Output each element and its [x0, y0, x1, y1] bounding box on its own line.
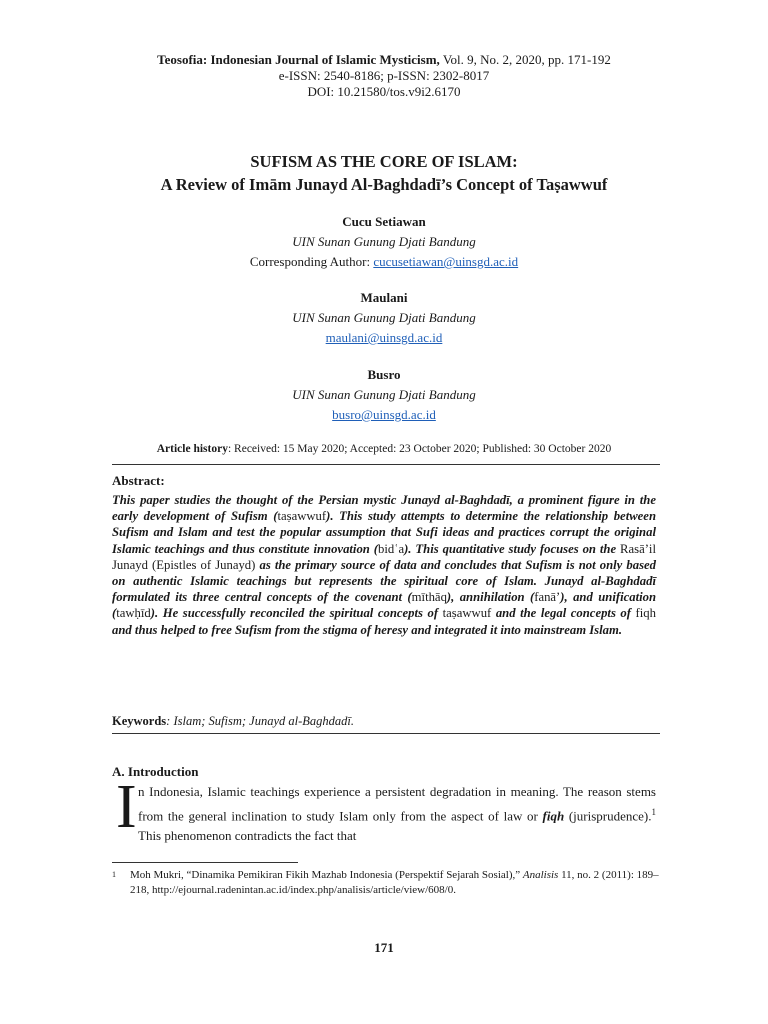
- abstract-term: Rasā’il Junayd (Epistles of Junayd): [112, 541, 656, 572]
- journal-issn: e-ISSN: 2540-8186; p-ISSN: 2302-8017: [278, 68, 490, 83]
- abstract-term: fiqh: [635, 606, 656, 621]
- drop-cap: I: [116, 773, 137, 841]
- abstract-term: taṣawwuf: [442, 606, 492, 621]
- footnote-reference[interactable]: 1: [651, 807, 656, 817]
- intro-term: fiqh: [542, 808, 565, 824]
- author-name: Maulani: [360, 290, 408, 305]
- title-line-1: SUFISM AS THE CORE OF ISLAM:: [250, 152, 518, 171]
- keywords-label: Keywords: [112, 714, 167, 728]
- title-line-2: A Review of Imām Junayd Al-Baghdadī’s Concept of Taṣawwuf: [160, 175, 608, 194]
- keywords-bottom-rule: [112, 733, 660, 734]
- intro-segment: (jurisprudence).: [564, 808, 652, 824]
- article-history-dates: : Received: 15 May 2020; Accepted: 23 October 2020; Published: 30 October 2020: [227, 443, 612, 455]
- author-email-link[interactable]: maulani@uinsgd.ac.id: [325, 330, 443, 345]
- author-block-3: [0, 365, 768, 425]
- author-block-2: [0, 288, 768, 348]
- corresponding-author-label: Corresponding Author:: [249, 254, 374, 269]
- author-name: Cucu Setiawan: [342, 214, 426, 229]
- abstract-segment: ). This study attempts to determine the relationship between Sufism and Islam and test the popular assumption that Sufi ideas and practices corrupt the original Islamic teachings and thus constitute innovation (: [112, 509, 656, 556]
- intro-segment: n Indonesia, Islamic teachings experience a persistent degradation in meaning. The reason stems from the general inclination to study Islam only from the aspect of law or: [138, 784, 656, 824]
- abstract-term: fanā’: [534, 590, 561, 605]
- footnote-number: 1: [112, 870, 116, 879]
- keywords-values: : Islam; Sufism; Junayd al-Baghdadī.: [166, 714, 354, 728]
- footnote-journal: Analisis: [522, 869, 559, 881]
- abstract-segment: ). He successfully reconciled the spiritual concepts of: [150, 606, 443, 621]
- author-email-link[interactable]: cucusetiawan@uinsgd.ac.id: [373, 254, 519, 269]
- journal-header: [0, 52, 768, 100]
- author-affiliation: UIN Sunan Gunung Djati Bandung: [292, 387, 476, 402]
- abstract-segment: This paper studies the thought of the Persian mystic Junayd al-Baghdadī, a prominent figure in the early development of Sufism (: [112, 493, 656, 524]
- journal-volume: Vol. 9, No. 2, 2020, pp. 171-192: [442, 52, 611, 67]
- footnote-text: [130, 868, 660, 897]
- abstract-segment: as the primary source of data and concludes that Sufism is not only based on authentic Islamic teachings but represents the spiritual core of Islam. Junayd al-Baghdadī formulated its three central concepts of the covenant (: [112, 557, 656, 605]
- corresponding-author-line: [0, 252, 768, 272]
- abstract-segment: and the legal concepts of: [491, 606, 636, 621]
- footnote: [112, 868, 660, 897]
- abstract-top-rule: [112, 464, 660, 465]
- abstract-heading: Abstract:: [112, 473, 165, 488]
- introduction-heading: A. Introduction: [112, 764, 199, 779]
- abstract-segment: and thus helped to free Sufism from the stigma of heresy and integrated it into mainstream Islam.: [112, 622, 623, 637]
- abstract-term: bidʿa: [378, 541, 405, 556]
- author-name: Busro: [367, 367, 401, 382]
- author-affiliation: UIN Sunan Gunung Djati Bandung: [292, 310, 476, 325]
- abstract-segment: ), annihilation (: [446, 590, 535, 605]
- journal-name: Teosofia: Indonesian Journal of Islamic Mysticism,: [157, 52, 440, 67]
- author-block-1: [0, 212, 768, 272]
- abstract-term: mīthāq: [411, 590, 447, 605]
- footnote-segment: Moh Mukri, “Dinamika Pemikiran Fikih Mazhab Indonesia (Perspektif Sejarah Sosial),”: [130, 869, 523, 881]
- article-history-label: Article history: [156, 443, 228, 455]
- author-email-link[interactable]: busro@uinsgd.ac.id: [332, 407, 436, 422]
- intro-segment: This phenomenon contradicts the fact that: [138, 828, 357, 844]
- abstract-segment: ). This quantitative study focuses on the: [404, 541, 621, 556]
- abstract-text: [112, 492, 656, 638]
- abstract-term: taṣawwuf: [277, 509, 327, 524]
- footnote-separator: [112, 862, 298, 863]
- abstract-segment: ), and unification (: [112, 590, 657, 621]
- footnote-segment: 11, no. 2 (2011): 189–218, http://ejournal.radenintan.ac.id/index.php/analisis/article/view/608/0.: [130, 869, 659, 896]
- article-history: [0, 442, 768, 457]
- keywords-line: [112, 714, 354, 729]
- paper-title: [0, 150, 768, 196]
- introduction-text: [138, 782, 656, 846]
- author-affiliation: UIN Sunan Gunung Djati Bandung: [292, 234, 476, 249]
- journal-doi: DOI: 10.21580/tos.v9i2.6170: [307, 84, 461, 99]
- page-number: 171: [374, 940, 394, 955]
- abstract-term: tawḥīd: [116, 606, 151, 621]
